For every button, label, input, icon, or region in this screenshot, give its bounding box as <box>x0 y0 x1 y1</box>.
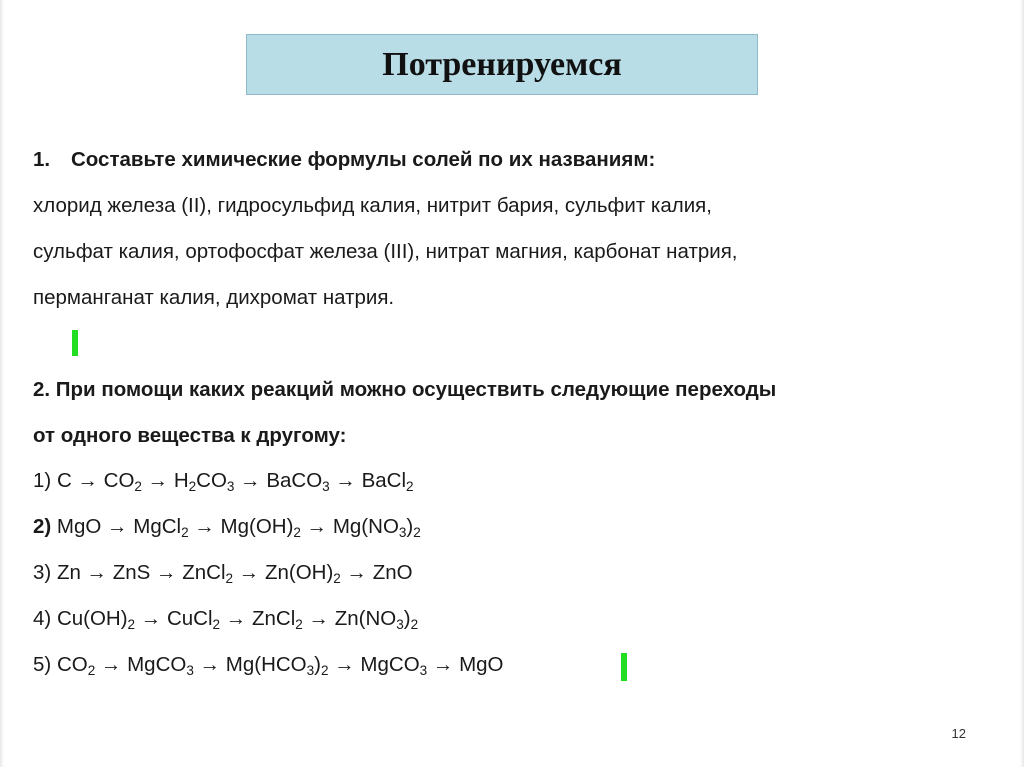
chain-4-part: → Zn(NO <box>302 607 397 630</box>
reaction-chain-5 <box>33 655 504 676</box>
chain-5-part: ) <box>314 653 321 676</box>
chain-1-sub: 2 <box>134 478 142 494</box>
chain-1-label: 1) <box>33 469 57 492</box>
reaction-chain-1 <box>33 471 414 492</box>
task1-heading: Составьте химические формулы солей по их названиям: <box>71 148 656 171</box>
chain-5-sub: 2 <box>87 662 96 678</box>
highlight-marker-2 <box>621 653 627 681</box>
chain-1-sub: 3 <box>226 478 235 494</box>
chain-5-part: → MgCO <box>328 653 420 676</box>
chain-1-part: C → CO <box>56 469 135 492</box>
chain-2-part: → Mg(NO <box>300 515 399 538</box>
task2-heading-line-2: от одного вещества к другому: <box>33 424 347 447</box>
chain-4-sub: 2 <box>212 616 221 632</box>
chain-3-label: 3) <box>33 561 57 584</box>
chain-5-sub: 2 <box>320 662 329 678</box>
chain-4-part: ) <box>403 607 411 630</box>
task1-line-3: перманганат калия, дихромат натрия. <box>33 286 395 309</box>
chain-4-sub: 2 <box>295 616 303 632</box>
slide-frame-left <box>0 0 4 767</box>
chain-1-sub: 2 <box>406 478 414 494</box>
chain-5-label: 5) <box>33 653 57 676</box>
chain-1-part: CO <box>196 469 227 492</box>
chain-2-sub: 2 <box>293 524 301 540</box>
slide-title: Потренируемся <box>382 45 622 83</box>
reaction-chain-2 <box>33 517 421 538</box>
chain-5-part: → MgCO <box>95 653 187 676</box>
chain-5-part: → MgO <box>427 653 504 676</box>
chain-1-sub: 2 <box>188 478 197 494</box>
chain-3-part: Zn → ZnS → ZnCl <box>56 561 226 584</box>
chain-5-sub: 3 <box>306 662 315 678</box>
chain-5-part: CO <box>56 653 88 676</box>
chain-2-part: ) <box>406 515 414 538</box>
slide-frame-right <box>1020 0 1024 767</box>
highlight-marker-1 <box>72 330 78 356</box>
chain-4-sub: 3 <box>396 616 404 632</box>
chain-2-label: 2) <box>33 515 52 538</box>
chain-3-sub: 2 <box>333 570 341 586</box>
chain-1-sub: 3 <box>322 478 330 494</box>
chain-2-part: MgO → MgCl <box>51 515 182 538</box>
chain-4-label: 4) <box>33 607 57 630</box>
chain-5-sub: 3 <box>186 662 194 678</box>
title-box <box>246 34 758 95</box>
chain-2-sub: 3 <box>398 524 407 540</box>
reaction-chain-4 <box>33 609 418 630</box>
chain-4-part: Cu(OH) <box>56 607 128 630</box>
chain-4-part: → ZnCl <box>220 607 296 630</box>
chain-5-sub: 3 <box>419 662 428 678</box>
chain-3-part: → ZnO <box>340 561 413 584</box>
chain-2-sub: 2 <box>413 524 421 540</box>
task2-heading-line-1: 2. При помощи каких реакций можно осуществить следующие переходы <box>33 378 777 401</box>
chain-4-sub: 2 <box>127 616 136 632</box>
task1-line-2: сульфат калия, ортофосфат железа (III), нитрат магния, карбонат натрия, <box>33 240 738 263</box>
reaction-chain-3 <box>33 563 413 584</box>
chain-2-part: → Mg(OH) <box>188 515 294 538</box>
task1-heading-line <box>33 150 655 171</box>
page-number: 12 <box>951 726 966 741</box>
chain-1-part: → BaCO <box>234 469 323 492</box>
chain-1-part: → BaCl <box>329 469 407 492</box>
chain-5-part: → Mg(HCO <box>193 653 307 676</box>
chain-1-part: → H <box>141 469 189 492</box>
chain-4-part: → CuCl <box>135 607 213 630</box>
task1-line-1: хлорид железа (II), гидросульфид калия, нитрит бария, сульфит калия, <box>33 194 712 217</box>
task1-number: 1. <box>33 148 51 171</box>
chain-4-sub: 2 <box>410 616 419 632</box>
chain-3-sub: 2 <box>225 570 234 586</box>
chain-2-sub: 2 <box>181 524 189 540</box>
chain-3-part: → Zn(OH) <box>233 561 334 584</box>
